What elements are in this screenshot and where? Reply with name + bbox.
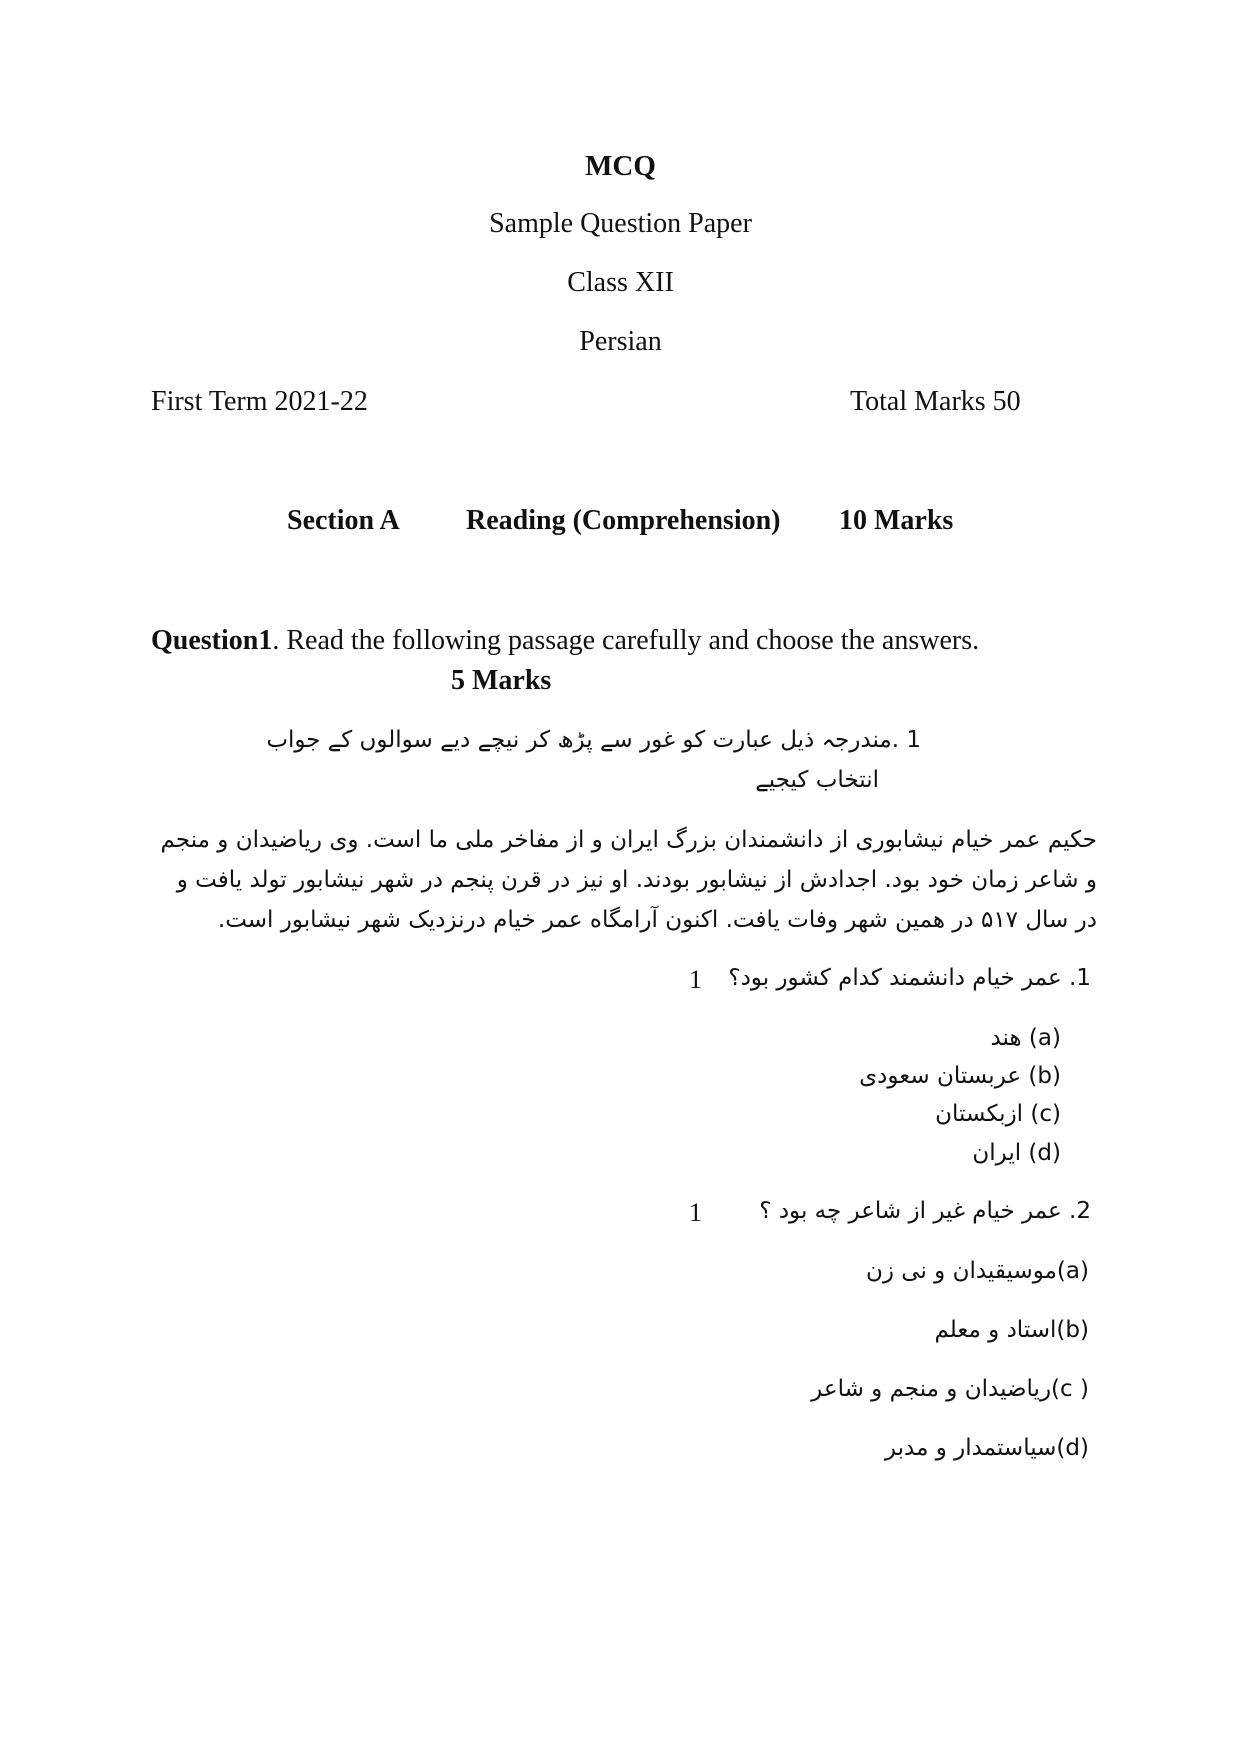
passage-line-3: در سال ۵۱۷ در همین شهر وفات یافت. اکنون آرامگاه عمر خیام درنزدیک شهر نیشابور است. [217, 907, 1097, 933]
question-1-marks: 5 Marks [451, 665, 552, 696]
passage-line-2: و شاعر زمان خود بود. اجدادش از نیشابور بودند. او نیز در قرن پنجم در شهر نیشابور تولد یافت و [176, 867, 1097, 893]
sub-question-2-text: 2. عمر خیام غیر از شاعر چه بود ؟ [759, 1198, 1091, 1224]
question-1-label: Question1 [151, 625, 273, 656]
sub-question-2-option-d: (d)سیاستمدار و مدبر [884, 1435, 1089, 1461]
question-1-instruction: . Read the following passage carefully and choose the answers. [272, 625, 980, 656]
paper-subject: Persian [579, 326, 662, 357]
sub-question-1-option-b: (b) عربستان سعودی [859, 1063, 1061, 1089]
sub-question-2-mark: 1 [689, 1198, 702, 1227]
sub-question-1-text: 1. عمر خیام دانشمند کدام کشور بود؟ [728, 965, 1091, 991]
term-label: First Term 2021-22 [151, 386, 368, 417]
paper-class: Class XII [567, 267, 674, 298]
passage-line-1: حکیم عمر خیام نیشابوری از دانشمندان بزرگ ایران و از مفاخر ملی ما است. وی ریاضیدان و منجم [160, 827, 1097, 853]
sub-question-1-mark: 1 [689, 965, 702, 994]
section-topic: Reading (Comprehension) [466, 505, 781, 536]
sub-question-1-option-d: (d) ایران [972, 1140, 1061, 1166]
sub-question-1-option-a: (a) هند [990, 1025, 1061, 1051]
paper-title: MCQ [585, 150, 656, 182]
sub-question-2-option-c: ( c)ریاضیدان و منجم و شاعر [811, 1376, 1089, 1402]
sub-question-2-option-a: (a)موسیقیدان و نی زن [865, 1258, 1089, 1284]
sub-question-2-option-b: (b)استاد و معلم [934, 1317, 1089, 1343]
paper-subtitle: Sample Question Paper [489, 208, 752, 239]
urdu-instruction-line-2: انتخاب کیجیے [755, 767, 879, 793]
urdu-instruction-line-1: 1 .مندرجہ ذیل عبارت کو غور سے پڑھ کر نیچے دیے سوالوں کے جواب [266, 727, 921, 753]
question-1-heading [151, 625, 979, 657]
sub-question-1-option-c: (c) ازبکستان [935, 1101, 1061, 1127]
total-marks: Total Marks 50 [850, 386, 1021, 417]
section-marks: 10 Marks [839, 505, 954, 536]
section-name: Section A [287, 505, 400, 536]
